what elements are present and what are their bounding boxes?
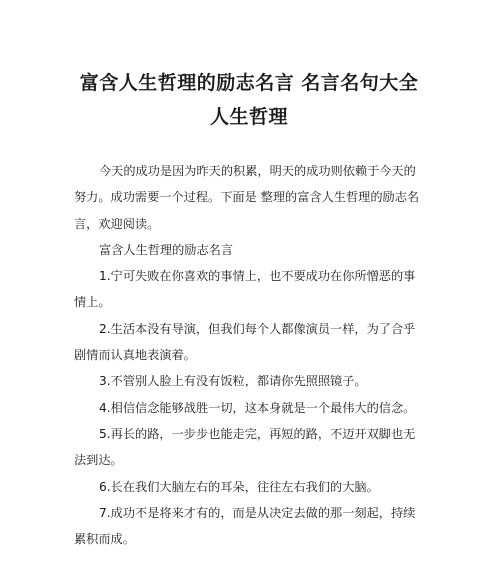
quote-item: 3.不管别人脸上有没有饭粒，都请你先照照镜子。	[99, 374, 367, 389]
quote-item: 4.相信信念能够战胜一切，这本身就是一个最伟大的信念。	[99, 400, 416, 415]
quote-item: 1.宁可失败在你喜欢的事情上，也不要成功在你所憎恶的事情上。	[74, 269, 416, 310]
quote-item: 6.长在我们大脑左右的耳朵，往往左右我们的大脑。	[99, 479, 379, 494]
section-heading: 富含人生哲理的励志名言	[99, 242, 234, 257]
document-title	[74, 0, 424, 134]
quote-item: 7.成功不是将来才有的，而是从决定去做的那一刻起，持续累积而成。	[74, 505, 416, 547]
quote-item: 5.再长的路，一步步也能走完，再短的路，不迈开双脚也无法到达。	[74, 426, 416, 468]
title-line-2: 人生哲理	[209, 106, 288, 128]
quote-item: 2.生活本没有导演，但我们每个人都像演员一样，为了合乎剧情而认真地表演着。	[74, 321, 416, 363]
document-body	[74, 158, 424, 552]
intro-paragraph: 今天的成功是因为昨天的积累，明天的成功则依赖于今天的努力。成功需要一个过程。下面是 整理的富含人生哲理的励志名言，欢迎阅读。	[74, 164, 420, 231]
title-line-1: 富含人生哲理的励志名言 名言名句大全	[79, 72, 419, 94]
